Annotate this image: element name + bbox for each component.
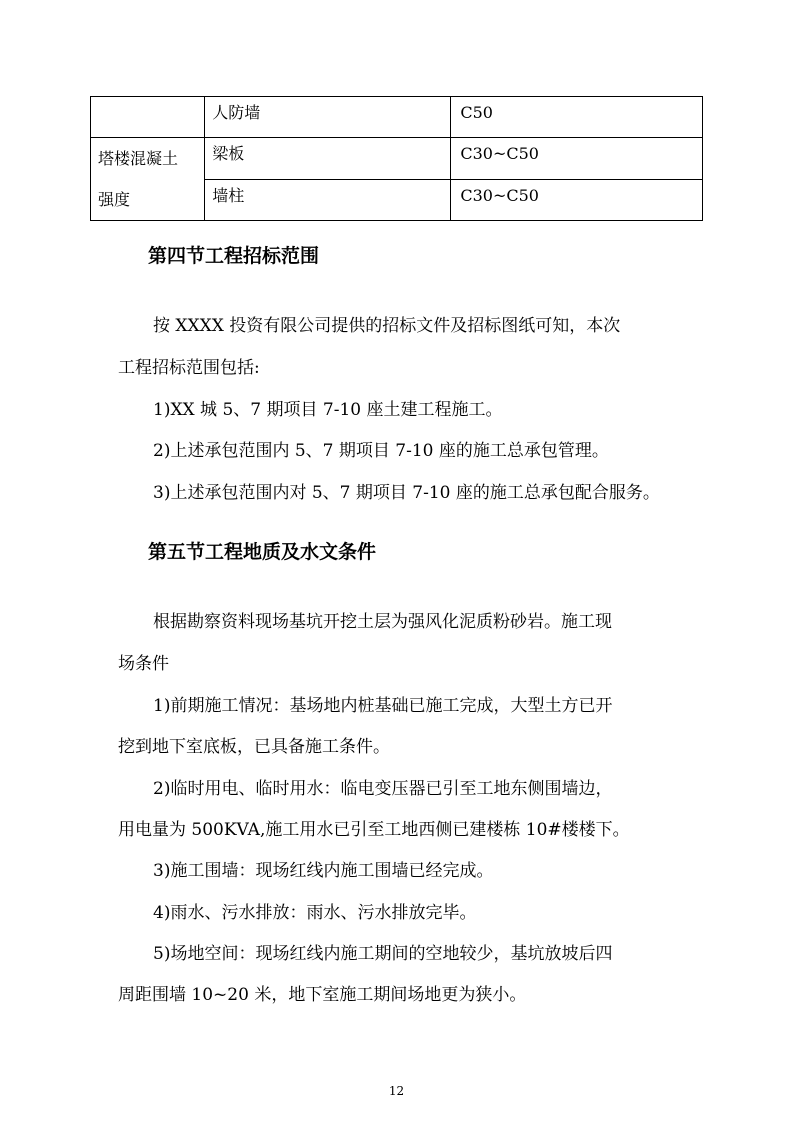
section4-intro-line2: 工程招标范围包括: <box>118 358 260 378</box>
page-number: 12 <box>388 1084 405 1098</box>
table-cell <box>451 138 703 180</box>
section5-intro-line2: 场条件 <box>118 654 169 674</box>
cell-text: C50 <box>460 103 493 122</box>
merged-label-line2: 强度 <box>98 190 131 209</box>
table-row <box>91 138 703 180</box>
cell-text: 人防墙 <box>212 103 261 122</box>
table-cell-empty <box>91 97 205 138</box>
cell-text: 墙柱 <box>212 185 245 205</box>
table-row <box>91 97 703 138</box>
section5-intro-line1: 根据勘察资料现场基坑开挖土层为强风化泥质粉砂岩。施工现 <box>153 612 612 632</box>
section5-item1-line1: 1)前期施工情况：基场地内桩基础已施工完成，大型土方已开 <box>153 696 613 716</box>
table-cell <box>451 97 703 138</box>
merged-label-line1: 塔楼混凝土 <box>98 149 179 168</box>
section5-item3: 3)施工围墙：现场红线内施工围墙已经完成。 <box>153 861 494 881</box>
section5-item2-line2: 用电量为 500KVA,施工用水已引至工地西侧已建楼栋 10#楼楼下。 <box>118 820 630 840</box>
cell-text: C30~C50 <box>460 144 539 163</box>
section4-heading: 第四节工程招标范围 <box>148 245 320 267</box>
section4-intro-line1: 按 XXXX 投资有限公司提供的招标文件及招标图纸可知，本次 <box>153 316 621 336</box>
table-cell <box>205 138 451 180</box>
table-cell-merged-label <box>91 138 205 221</box>
section5-item5-line1: 5)场地空间：现场红线内施工期间的空地较少，基坑放坡后四 <box>153 944 613 964</box>
table-cell <box>451 179 703 221</box>
section5-item1-line2: 挖到地下室底板，已具备施工条件。 <box>118 737 390 757</box>
table-cell <box>205 97 451 138</box>
table-cell <box>205 179 451 221</box>
section5-item4: 4)雨水、污水排放：雨水、污水排放完毕。 <box>153 903 477 923</box>
section5-item5-line2: 周距围墙 10~20 米，地下室施工期间场地更为狭小。 <box>118 985 527 1005</box>
cell-text: 梁板 <box>212 144 245 163</box>
section5-heading: 第五节工程地质及水文条件 <box>148 541 377 563</box>
section5-item2-line1: 2)临时用电、临时用水：临电变压器已引至工地东侧围墙边， <box>153 779 613 799</box>
section4-item-1: 1)XX 城 5、7 期项目 7-10 座土建工程施工。 <box>153 400 503 420</box>
cell-text: C30~C50 <box>460 185 539 205</box>
section4-item-3: 3)上述承包范围内对 5、7 期项目 7-10 座的施工总承包配合服务。 <box>153 483 660 503</box>
concrete-strength-table <box>90 96 703 221</box>
section4-item-2: 2)上述承包范围内 5、7 期项目 7-10 座的施工总承包管理。 <box>153 441 609 461</box>
